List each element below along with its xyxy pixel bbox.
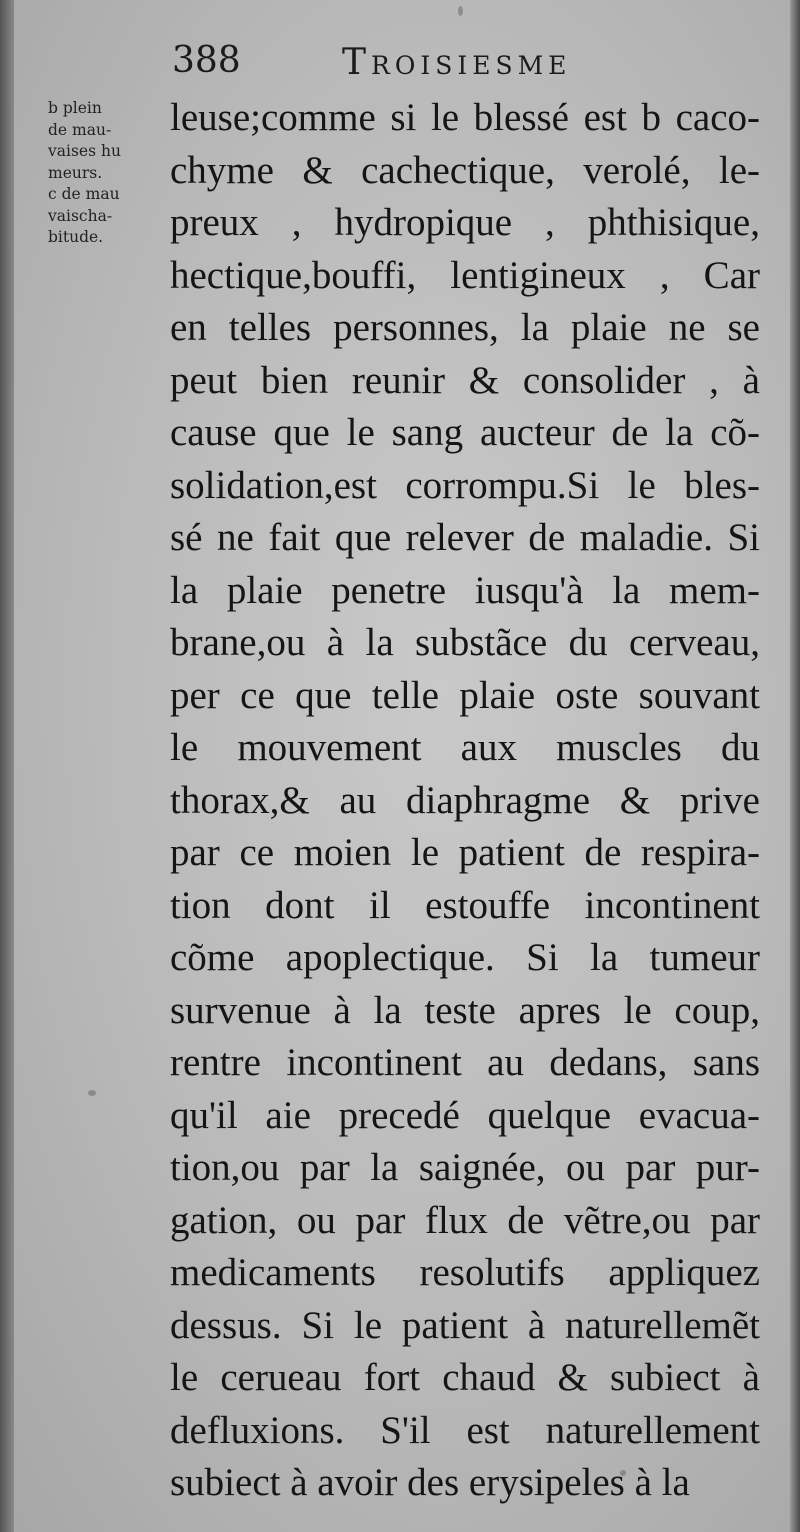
text-line: subiect à avoir des erysipeles à la [170,1461,690,1504]
text-line: qu'il aie precedé quelque evacua- [170,1093,760,1137]
text-line: per ce que telle plaie oste souvant [170,673,760,717]
text-line: solidation,est corrompu.Si le bles- [170,463,760,507]
text-line: le mouvement aux muscles du [170,726,760,769]
text-line: survenue à la teste apres le coup, [170,988,760,1032]
page-header [172,40,752,100]
text-line: le cerueau fort chaud & subiect à [170,1356,760,1399]
text-line: cõme apoplectique. Si la tumeur [170,936,760,979]
margin-notes [48,98,166,249]
text-line: leuse;comme si le blessé est b caco- [170,96,760,139]
running-head: Troisiesme [342,42,572,83]
text-line: en telles personnes, la plaie ne se [170,306,760,349]
text-line: la plaie penetre iusqu'à la mem- [170,568,760,612]
text-line: par ce moien le patient de respira- [170,831,760,874]
text-line: defluxions. S'il est naturellement [170,1408,760,1452]
text-line: cause que le sang aucteur de la cõ- [170,411,760,454]
text-line: tion dont il estouffe incontinent [170,883,760,927]
text-line: sé ne fait que relever de maladie. Si [170,516,760,559]
margin-note-line: c de mau [48,185,120,203]
text-line: medicaments resolutifs appliquez [170,1251,760,1294]
page-number: 388 [172,40,241,81]
margin-note-line: vaischa- [48,206,113,225]
text-line: chyme & cachectique, verolé, le- [170,148,760,192]
paper-spot [88,1090,96,1096]
text-line: dessus. Si le patient à naturellemẽt [170,1303,760,1347]
page-edge-right [790,0,800,1532]
page-edge-left [0,0,14,1532]
text-line: peut bien reunir & consolider , à [170,358,760,402]
body-text [170,92,760,1510]
text-line: rentre incontinent au dedans, sans [170,1041,760,1084]
text-line: thorax,& au diaphragme & prive [170,778,760,822]
margin-note-line: bitude. [48,228,104,246]
margin-note-line: vaises hu [48,142,121,160]
text-line: gation, ou par flux de vẽtre,ou par [170,1198,760,1242]
margin-note-line: meurs. [48,163,103,182]
margin-note-line: de mau- [48,120,112,139]
paper-spot [458,6,463,16]
text-line: preux , hydropique , phthisique, [170,201,760,244]
text-line: tion,ou par la saignée, ou par pur- [170,1146,760,1189]
margin-note-line: b plein [48,99,102,117]
text-line: hectique,bouffi, lentigineux , Car [170,253,760,297]
text-line: brane,ou à la substãce du cerveau, [170,621,760,664]
